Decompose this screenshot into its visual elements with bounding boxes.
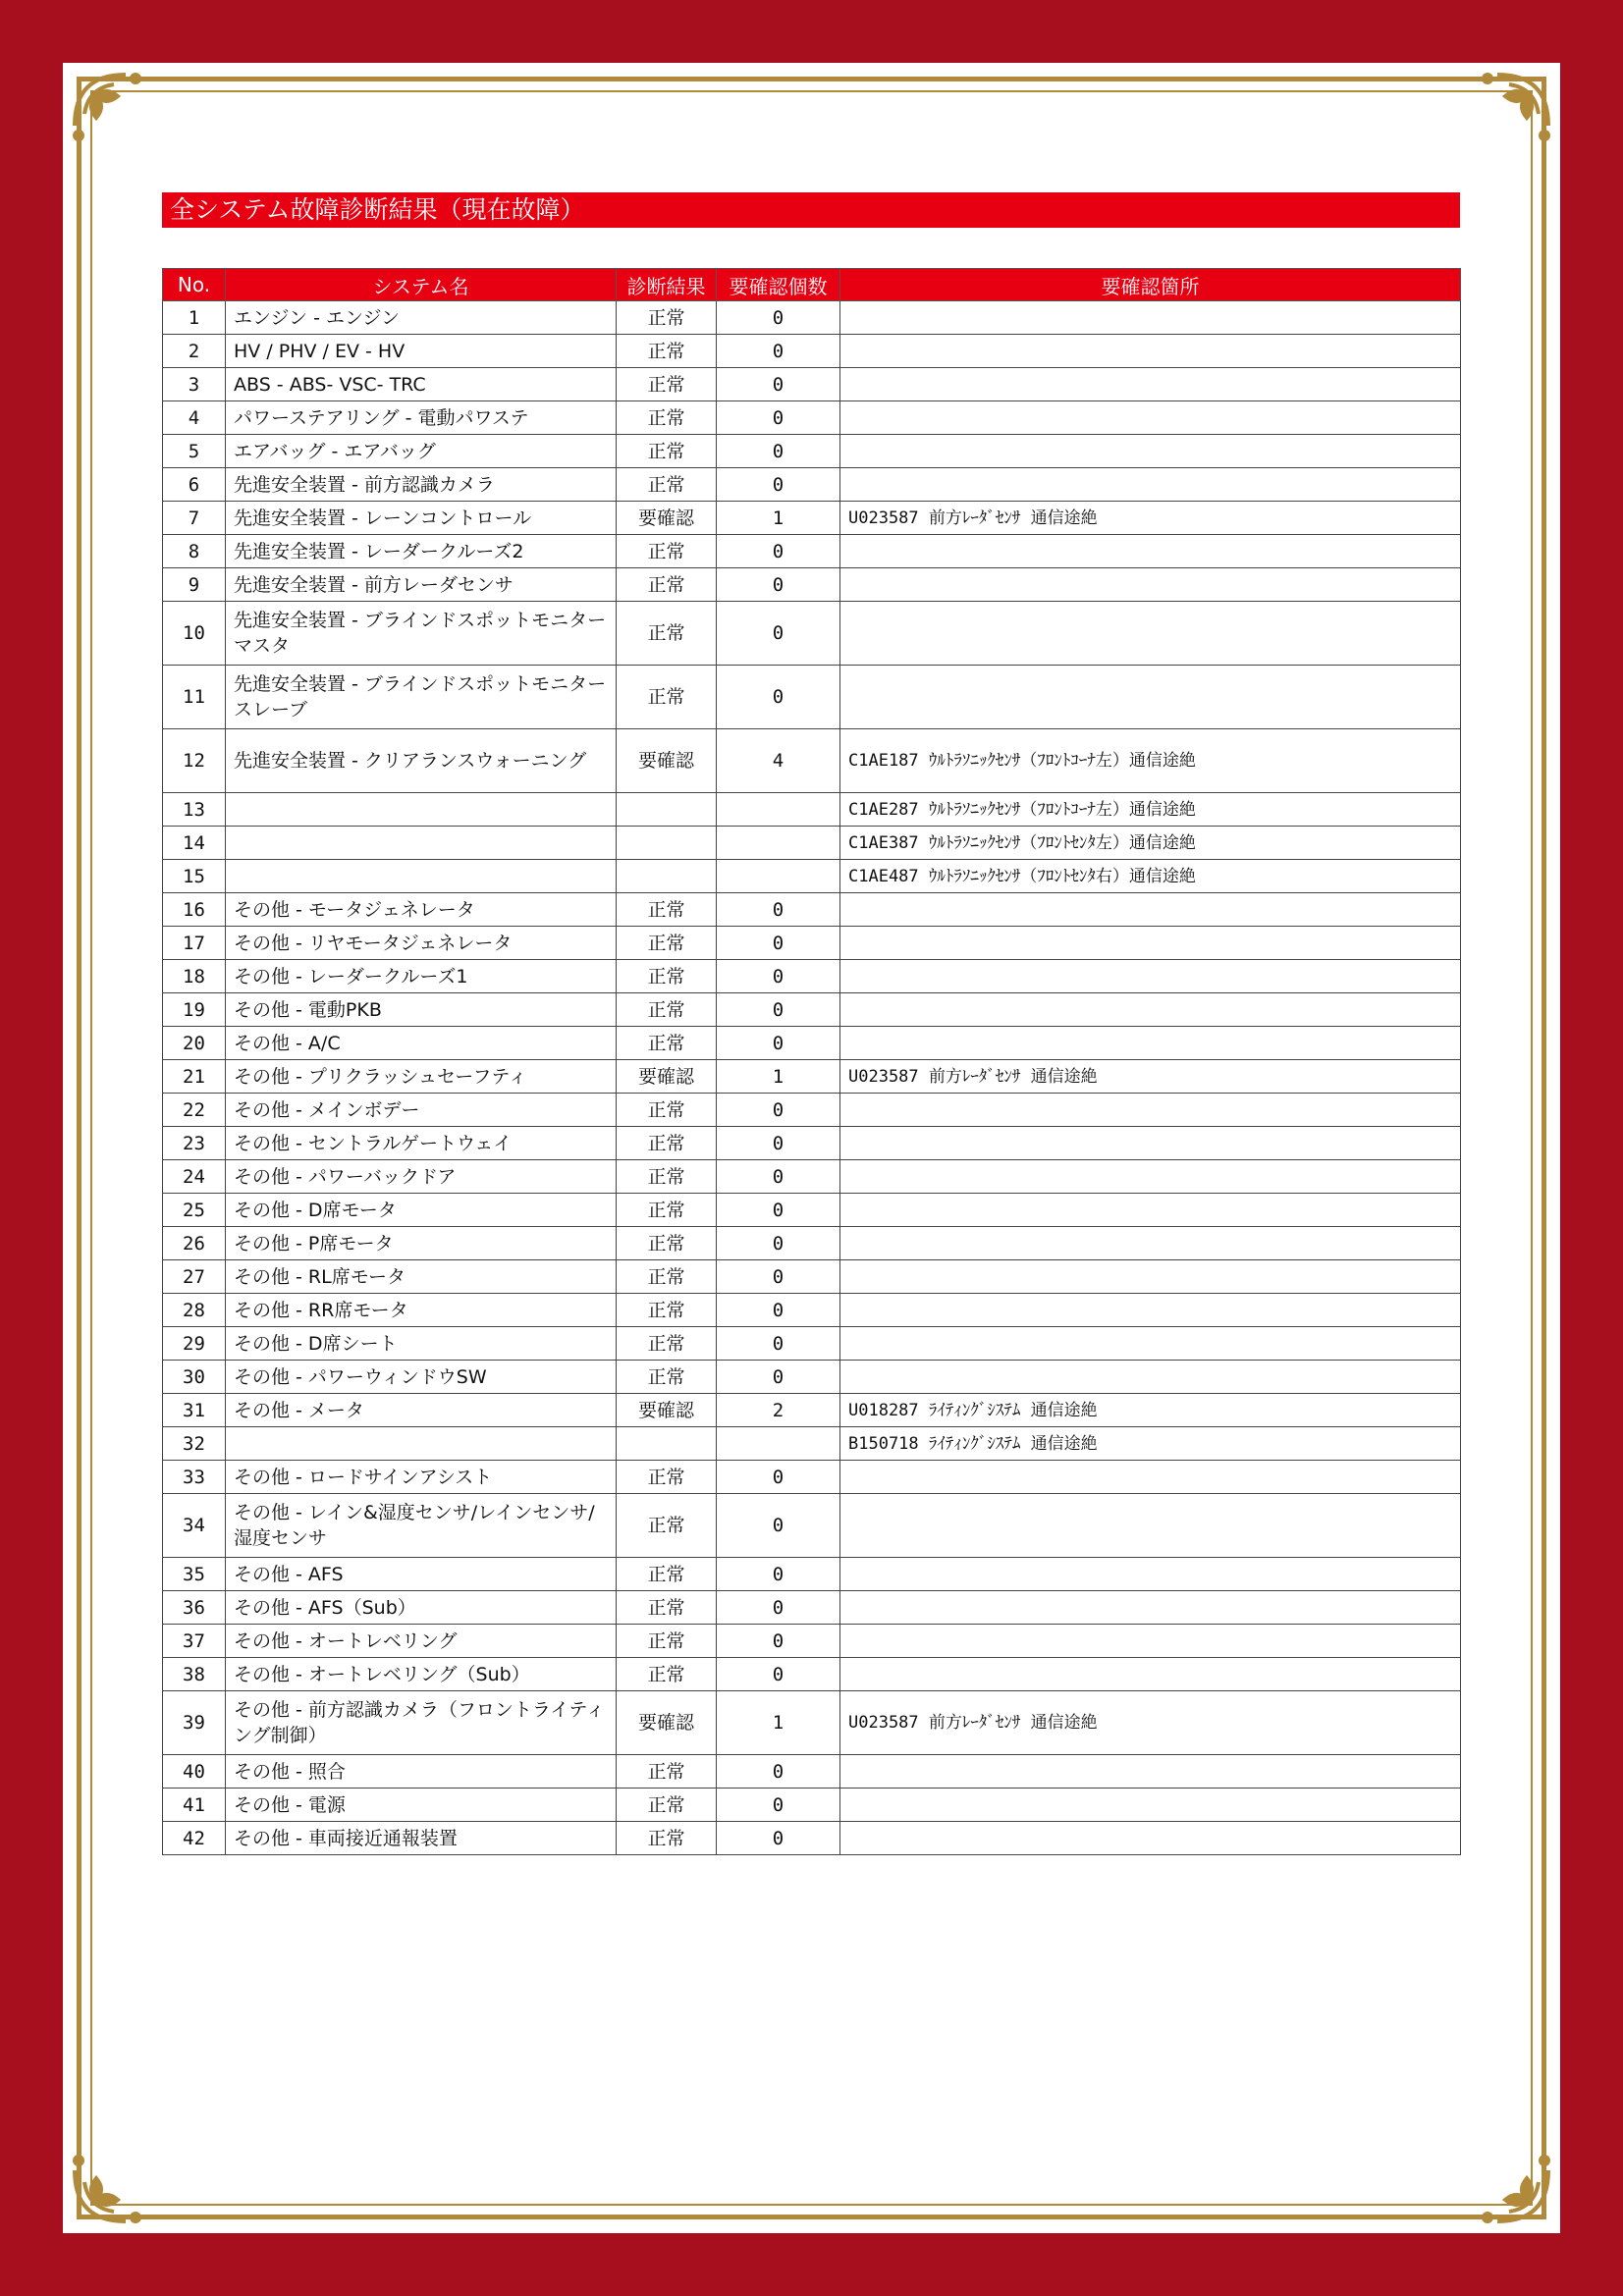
cell-count: 0: [717, 1625, 840, 1658]
cell-result: 正常: [617, 1227, 717, 1260]
cell-result: 正常: [617, 1160, 717, 1194]
cell-location: C1AE287 ｳﾙﾄﾗｿﾆｯｸｾﾝｻ（ﾌﾛﾝﾄｺｰﾅ左）通信途絶: [840, 793, 1461, 827]
table-row: [163, 1394, 1461, 1427]
cell-count: 0: [717, 468, 840, 502]
cell-result: 正常: [617, 893, 717, 927]
cell-count: 0: [717, 1558, 840, 1591]
cell-count: 0: [717, 1027, 840, 1060]
cell-no: 17: [163, 927, 226, 960]
cell-system: [226, 827, 617, 860]
cell-location: [840, 1361, 1461, 1394]
table-row: [163, 1755, 1461, 1789]
cell-location: [840, 1558, 1461, 1591]
cell-location: B150718 ﾗｲﾃｨﾝｸﾞｼｽﾃﾑ 通信途絶: [840, 1427, 1461, 1461]
cell-count: 0: [717, 1755, 840, 1789]
cell-result: 正常: [617, 1789, 717, 1822]
table-row: [163, 1094, 1461, 1127]
cell-result: [617, 860, 717, 893]
cell-count: 0: [717, 666, 840, 729]
cell-location: [840, 1194, 1461, 1227]
page-title: 全システム故障診断結果（現在故障）: [162, 192, 1460, 228]
cell-result: 正常: [617, 666, 717, 729]
cell-count: [717, 827, 840, 860]
cell-count: 0: [717, 1591, 840, 1625]
cell-no: 14: [163, 827, 226, 860]
cell-system: 先進安全装置 - 前方認識カメラ: [226, 468, 617, 502]
cell-system: その他 - レーダークルーズ1: [226, 960, 617, 993]
cell-no: 30: [163, 1361, 226, 1394]
cell-count: 0: [717, 401, 840, 435]
cell-location: [840, 1227, 1461, 1260]
cell-count: 0: [717, 301, 840, 335]
cell-count: 4: [717, 729, 840, 793]
table-row: [163, 335, 1461, 368]
cell-location: U018287 ﾗｲﾃｨﾝｸﾞｼｽﾃﾑ 通信途絶: [840, 1394, 1461, 1427]
cell-result: 正常: [617, 1558, 717, 1591]
corner-ornament-icon: [1462, 67, 1556, 161]
cell-no: 9: [163, 568, 226, 602]
cell-system: エアバッグ - エアバッグ: [226, 435, 617, 468]
cell-result: 要確認: [617, 502, 717, 535]
cell-system: 先進安全装置 - ブラインドスポットモニター マスタ: [226, 602, 617, 666]
cell-system: その他 - RR席モータ: [226, 1294, 617, 1327]
cell-system: その他 - 電動PKB: [226, 993, 617, 1027]
cell-location: [840, 468, 1461, 502]
cell-location: [840, 1494, 1461, 1558]
cell-result: 正常: [617, 927, 717, 960]
cell-location: [840, 435, 1461, 468]
cell-count: 0: [717, 1160, 840, 1194]
cell-system: パワーステアリング - 電動パワステ: [226, 401, 617, 435]
cell-location: [840, 960, 1461, 993]
table-header-row: [163, 269, 1461, 301]
cell-count: 0: [717, 1822, 840, 1855]
cell-count: 0: [717, 368, 840, 401]
table-row: [163, 793, 1461, 827]
cell-system: その他 - A/C: [226, 1027, 617, 1060]
cell-system: その他 - RL席モータ: [226, 1260, 617, 1294]
cell-count: 0: [717, 1094, 840, 1127]
cell-location: C1AE487 ｳﾙﾄﾗｿﾆｯｸｾﾝｻ（ﾌﾛﾝﾄｾﾝﾀ右）通信途絶: [840, 860, 1461, 893]
cell-no: 6: [163, 468, 226, 502]
header-no: No.: [163, 269, 226, 301]
header-location: 要確認箇所: [840, 269, 1461, 301]
cell-no: 21: [163, 1060, 226, 1094]
cell-result: 要確認: [617, 1394, 717, 1427]
cell-no: 23: [163, 1127, 226, 1160]
cell-location: [840, 1461, 1461, 1494]
cell-location: [840, 1789, 1461, 1822]
cell-count: 0: [717, 568, 840, 602]
cell-system: その他 - メータ: [226, 1394, 617, 1427]
cell-count: 0: [717, 1194, 840, 1227]
table-row: [163, 1658, 1461, 1691]
cell-result: 正常: [617, 401, 717, 435]
cell-location: U023587 前方ﾚｰﾀﾞｾﾝｻ 通信途絶: [840, 502, 1461, 535]
cell-location: [840, 1327, 1461, 1361]
table-row: [163, 666, 1461, 729]
cell-result: 正常: [617, 568, 717, 602]
cell-system: その他 - AFS: [226, 1558, 617, 1591]
table-row: [163, 301, 1461, 335]
cell-location: [840, 1260, 1461, 1294]
cell-count: 0: [717, 893, 840, 927]
cell-system: その他 - プリクラッシュセーフティ: [226, 1060, 617, 1094]
cell-result: 正常: [617, 535, 717, 568]
table-row: [163, 1127, 1461, 1160]
cell-result: 正常: [617, 602, 717, 666]
cell-result: 正常: [617, 1127, 717, 1160]
cell-no: 25: [163, 1194, 226, 1227]
table-row: [163, 1194, 1461, 1227]
cell-no: 4: [163, 401, 226, 435]
cell-count: 0: [717, 993, 840, 1027]
table-row: [163, 1260, 1461, 1294]
cell-result: 正常: [617, 993, 717, 1027]
cell-location: [840, 1127, 1461, 1160]
cell-system: その他 - 車両接近通報装置: [226, 1822, 617, 1855]
cell-no: 24: [163, 1160, 226, 1194]
cell-count: 0: [717, 535, 840, 568]
cell-count: 1: [717, 1691, 840, 1755]
table-row: [163, 1027, 1461, 1060]
cell-result: 正常: [617, 1327, 717, 1361]
cell-system: [226, 1427, 617, 1461]
cell-no: 13: [163, 793, 226, 827]
header-count: 要確認個数: [717, 269, 840, 301]
table-body: [163, 301, 1461, 1855]
cell-no: 5: [163, 435, 226, 468]
cell-no: 29: [163, 1327, 226, 1361]
corner-ornament-icon: [67, 67, 161, 161]
cell-count: 0: [717, 602, 840, 666]
cell-location: [840, 666, 1461, 729]
cell-no: 8: [163, 535, 226, 568]
table-row: [163, 1591, 1461, 1625]
table-row: [163, 1060, 1461, 1094]
cell-system: HV / PHV / EV - HV: [226, 335, 617, 368]
cell-no: 3: [163, 368, 226, 401]
cell-count: [717, 793, 840, 827]
cell-count: [717, 1427, 840, 1461]
table-row: [163, 1789, 1461, 1822]
cell-location: [840, 368, 1461, 401]
cell-no: 42: [163, 1822, 226, 1855]
cell-no: 19: [163, 993, 226, 1027]
cell-result: 正常: [617, 960, 717, 993]
cell-location: C1AE187 ｳﾙﾄﾗｿﾆｯｸｾﾝｻ（ﾌﾛﾝﾄｺｰﾅ左）通信途絶: [840, 729, 1461, 793]
cell-result: 正常: [617, 1755, 717, 1789]
table-row: [163, 1822, 1461, 1855]
cell-no: 11: [163, 666, 226, 729]
table-row: [163, 602, 1461, 666]
cell-system: その他 - オートレベリング（Sub）: [226, 1658, 617, 1691]
table-row: [163, 1461, 1461, 1494]
cell-count: 1: [717, 1060, 840, 1094]
table-row: [163, 535, 1461, 568]
cell-no: 16: [163, 893, 226, 927]
cell-location: [840, 301, 1461, 335]
cell-result: 正常: [617, 1194, 717, 1227]
cell-system: その他 - リヤモータジェネレータ: [226, 927, 617, 960]
cell-result: 正常: [617, 335, 717, 368]
table-row: [163, 893, 1461, 927]
table-row: [163, 927, 1461, 960]
cell-system: [226, 793, 617, 827]
cell-no: 35: [163, 1558, 226, 1591]
cell-count: 0: [717, 1361, 840, 1394]
cell-system: 先進安全装置 - 前方レーダセンサ: [226, 568, 617, 602]
cell-system: その他 - パワーウィンドウSW: [226, 1361, 617, 1394]
cell-system: その他 - セントラルゲートウェイ: [226, 1127, 617, 1160]
cell-no: 27: [163, 1260, 226, 1294]
cell-result: 正常: [617, 1361, 717, 1394]
cell-no: 10: [163, 602, 226, 666]
cell-system: 先進安全装置 - ブラインドスポットモニター スレーブ: [226, 666, 617, 729]
cell-result: 正常: [617, 1260, 717, 1294]
cell-location: [840, 1160, 1461, 1194]
cell-count: 0: [717, 435, 840, 468]
cell-no: 37: [163, 1625, 226, 1658]
cell-location: [840, 927, 1461, 960]
cell-result: 正常: [617, 1027, 717, 1060]
header-result: 診断結果: [617, 269, 717, 301]
cell-system: エンジン - エンジン: [226, 301, 617, 335]
corner-ornament-icon: [1462, 2135, 1556, 2229]
cell-system: その他 - 電源: [226, 1789, 617, 1822]
cell-location: [840, 1027, 1461, 1060]
cell-no: 7: [163, 502, 226, 535]
cell-count: 0: [717, 927, 840, 960]
cell-count: 0: [717, 1260, 840, 1294]
table-row: [163, 1160, 1461, 1194]
cell-no: 26: [163, 1227, 226, 1260]
cell-no: 22: [163, 1094, 226, 1127]
cell-count: 2: [717, 1394, 840, 1427]
cell-no: 40: [163, 1755, 226, 1789]
cell-no: 20: [163, 1027, 226, 1060]
table-row: [163, 368, 1461, 401]
cell-location: [840, 993, 1461, 1027]
cell-count: 0: [717, 335, 840, 368]
cell-no: 39: [163, 1691, 226, 1755]
cell-no: 31: [163, 1394, 226, 1427]
table-row: [163, 1294, 1461, 1327]
table-row: [163, 468, 1461, 502]
cell-result: [617, 1427, 717, 1461]
cell-system: 先進安全装置 - レーンコントロール: [226, 502, 617, 535]
table-row: [163, 1691, 1461, 1755]
cell-count: 0: [717, 1461, 840, 1494]
cell-count: 0: [717, 1327, 840, 1361]
cell-system: その他 - P席モータ: [226, 1227, 617, 1260]
cell-result: 正常: [617, 1658, 717, 1691]
cell-count: 0: [717, 1494, 840, 1558]
cell-system: その他 - メインボデー: [226, 1094, 617, 1127]
cell-system: 先進安全装置 - クリアランスウォーニング: [226, 729, 617, 793]
cell-count: 0: [717, 960, 840, 993]
cell-result: 正常: [617, 1822, 717, 1855]
cell-count: 0: [717, 1294, 840, 1327]
corner-ornament-icon: [67, 2135, 161, 2229]
cell-location: U023587 前方ﾚｰﾀﾞｾﾝｻ 通信途絶: [840, 1691, 1461, 1755]
cell-system: 先進安全装置 - レーダークルーズ2: [226, 535, 617, 568]
cell-count: 0: [717, 1658, 840, 1691]
cell-no: 1: [163, 301, 226, 335]
table-row: [163, 729, 1461, 793]
cell-location: [840, 1822, 1461, 1855]
table-row: [163, 568, 1461, 602]
cell-result: 要確認: [617, 1060, 717, 1094]
cell-result: 正常: [617, 1094, 717, 1127]
cell-no: 36: [163, 1591, 226, 1625]
cell-location: C1AE387 ｳﾙﾄﾗｿﾆｯｸｾﾝｻ（ﾌﾛﾝﾄｾﾝﾀ左）通信途絶: [840, 827, 1461, 860]
cell-count: 1: [717, 502, 840, 535]
cell-no: 33: [163, 1461, 226, 1494]
cell-count: 0: [717, 1789, 840, 1822]
cell-result: 正常: [617, 368, 717, 401]
cell-location: [840, 401, 1461, 435]
cell-no: 18: [163, 960, 226, 993]
table-row: [163, 1227, 1461, 1260]
cell-result: [617, 793, 717, 827]
table-row: [163, 401, 1461, 435]
table-row: [163, 1625, 1461, 1658]
cell-system: その他 - ロードサインアシスト: [226, 1461, 617, 1494]
table-row: [163, 860, 1461, 893]
cell-result: 正常: [617, 1591, 717, 1625]
table-row: [163, 435, 1461, 468]
cell-system: その他 - パワーバックドア: [226, 1160, 617, 1194]
cell-location: [840, 1591, 1461, 1625]
cell-system: その他 - モータジェネレータ: [226, 893, 617, 927]
cell-location: [840, 1658, 1461, 1691]
cell-location: [840, 1625, 1461, 1658]
cell-no: 15: [163, 860, 226, 893]
cell-no: 32: [163, 1427, 226, 1461]
cell-system: その他 - オートレベリング: [226, 1625, 617, 1658]
cell-result: 要確認: [617, 729, 717, 793]
cell-no: 38: [163, 1658, 226, 1691]
cell-system: その他 - 前方認識カメラ（フロントライティング制御）: [226, 1691, 617, 1755]
cell-location: [840, 568, 1461, 602]
table-row: [163, 1494, 1461, 1558]
cell-count: 0: [717, 1227, 840, 1260]
diagnosis-table: [162, 268, 1461, 1855]
cell-result: 正常: [617, 435, 717, 468]
cell-location: [840, 1294, 1461, 1327]
table-row: [163, 502, 1461, 535]
report-page: [63, 63, 1560, 2233]
cell-result: 正常: [617, 468, 717, 502]
cell-result: 正常: [617, 1494, 717, 1558]
cell-location: [840, 893, 1461, 927]
cell-no: 28: [163, 1294, 226, 1327]
table-row: [163, 993, 1461, 1027]
cell-system: その他 - D席モータ: [226, 1194, 617, 1227]
cell-no: 12: [163, 729, 226, 793]
cell-location: [840, 1755, 1461, 1789]
cell-location: U023587 前方ﾚｰﾀﾞｾﾝｻ 通信途絶: [840, 1060, 1461, 1094]
cell-system: その他 - レイン&湿度センサ/レインセンサ/湿度センサ: [226, 1494, 617, 1558]
cell-system: ABS - ABS- VSC- TRC: [226, 368, 617, 401]
cell-no: 34: [163, 1494, 226, 1558]
cell-system: その他 - AFS（Sub）: [226, 1591, 617, 1625]
cell-system: [226, 860, 617, 893]
cell-system: その他 - 照合: [226, 1755, 617, 1789]
cell-count: 0: [717, 1127, 840, 1160]
cell-no: 41: [163, 1789, 226, 1822]
table-row: [163, 1558, 1461, 1591]
cell-result: 正常: [617, 1461, 717, 1494]
header-system: システム名: [226, 269, 617, 301]
table-row: [163, 1427, 1461, 1461]
cell-location: [840, 335, 1461, 368]
cell-system: その他 - D席シート: [226, 1327, 617, 1361]
cell-result: 正常: [617, 1625, 717, 1658]
cell-result: 要確認: [617, 1691, 717, 1755]
cell-location: [840, 535, 1461, 568]
cell-result: 正常: [617, 301, 717, 335]
cell-result: [617, 827, 717, 860]
table-row: [163, 827, 1461, 860]
table-row: [163, 1327, 1461, 1361]
table-row: [163, 960, 1461, 993]
cell-count: [717, 860, 840, 893]
table-row: [163, 1361, 1461, 1394]
cell-location: [840, 602, 1461, 666]
cell-no: 2: [163, 335, 226, 368]
cell-result: 正常: [617, 1294, 717, 1327]
cell-location: [840, 1094, 1461, 1127]
